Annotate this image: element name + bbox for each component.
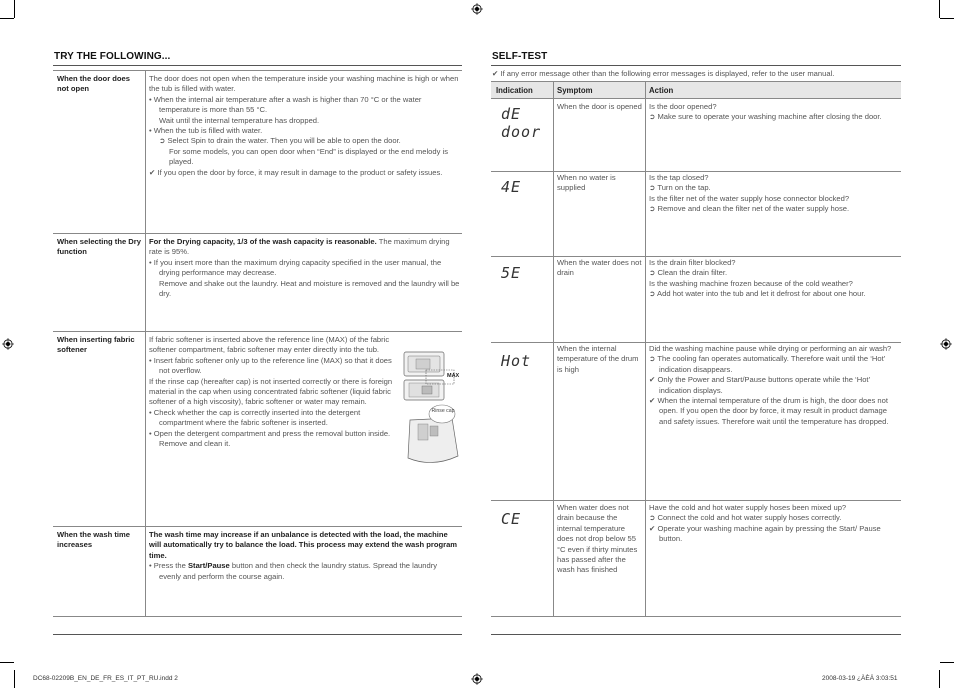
action-no-water [649, 173, 899, 215]
display-code: door [501, 123, 542, 141]
display-code: Hot [501, 352, 532, 370]
header-symptom: Symptom [557, 86, 593, 95]
row-heading-dry: When selecting the Dry function [57, 237, 141, 257]
row-content-softener [149, 335, 393, 449]
text-line: • When the tub is filled with water. [149, 126, 263, 136]
row-divider [491, 256, 901, 257]
registration-mark-icon [471, 673, 483, 685]
text-line: • If you insert more than the maximum drying capacity specified in the user manual, the drying performance may decrease. [149, 257, 442, 278]
text-line: Is the washing machine frozen because of the cold weather? [649, 278, 853, 288]
row-content-wash-time [149, 530, 459, 582]
row-heading-softener: When inserting fabric softener [57, 335, 135, 355]
text-line: Wait until the internal temperature has dropped. [159, 115, 320, 125]
action-ce [649, 503, 899, 545]
crop-mark [939, 0, 940, 18]
text-line: ✔ If you open the door by force, it may result in damage to the product or safety issues. [149, 167, 443, 177]
header-action: Action [649, 86, 674, 95]
row-divider [53, 233, 462, 234]
wash-time-bullet-post: button and then check the laundry status. Spread the laundry evenly and perform the course again. [159, 561, 438, 581]
indication-hot [491, 352, 553, 374]
rinse-cap-label: Rinse cap [431, 408, 455, 414]
max-label: MAX [447, 373, 460, 379]
text-line: • Insert fabric softener only up to the reference line (MAX) so that it does not overflow. [149, 355, 392, 376]
crop-mark [14, 0, 15, 18]
symptom-door: When the door is opened [557, 102, 642, 111]
text-line: The door does not open when the temperature inside your washing machine is high or when the tub is filled with water. [149, 74, 459, 94]
table-top-rule [53, 70, 462, 71]
text-line: ➲ Clean the drain filter. [649, 268, 728, 278]
page-bottom-rule [491, 634, 901, 635]
text-line: ✔ Only the Power and Start/Pause buttons operate while the ‘Hot’ indication displays. [649, 375, 870, 395]
selftest-title: SELF-TEST [492, 51, 548, 62]
text-line: ➲ The cooling fan operates automatically. Therefore wait until the ‘Hot’ indication disappears. [649, 354, 886, 374]
crop-mark [14, 670, 15, 688]
header-indication: Indication [496, 86, 533, 95]
crop-mark [940, 18, 954, 19]
symptom-no-water: When no water is supplied [557, 173, 616, 193]
footer-date: 2008-03-19 ¿ÀÈÄ 3:03:51 [822, 675, 898, 682]
dry-lead-rest: The maximum drying rate is 95%. [149, 237, 450, 257]
page-bottom-rule [53, 634, 462, 635]
table-bottom-rule [491, 616, 901, 617]
crop-mark [0, 662, 14, 663]
row-divider [53, 331, 462, 332]
wash-time-bold: The wash time may increase if an unbalance is detected with the load, the machine will automatically try to balance the load. This process may extend the wash program time. [149, 530, 458, 560]
symptom-hot: When the internal temperature of the drum is high [557, 344, 639, 374]
registration-mark-icon [2, 338, 14, 350]
text-line: If fabric softener is inserted above the reference line (MAX) of the fabric softener compartment, fabric softener may enter directly into the tub. [149, 335, 390, 355]
text-line: If the rinse cap (hereafter cap) is not inserted correctly or there is foreign material in the cap when using concentrated fabric softener (liquid fabric softener of a high viscosity), fabric softener or water may remain. [149, 376, 393, 407]
text-line: Is the filter net of the water supply hose connector blocked? [649, 193, 850, 203]
display-code: dE [501, 105, 522, 123]
text-line: ➲ Add hot water into the tub and let it defrost for about one hour. [649, 289, 866, 299]
column-divider [645, 81, 646, 616]
registration-mark-icon [471, 3, 483, 15]
row-heading-wash-time: When the wash time increases [57, 530, 130, 550]
row-divider [491, 171, 901, 172]
text-line: ➲ Select Spin to drain the water. Then you will be able to open the door. [159, 136, 401, 146]
row-divider [491, 342, 901, 343]
indication-5e [491, 264, 553, 286]
action-hot [649, 344, 899, 427]
crop-mark [0, 18, 14, 19]
text-line: Did the washing machine pause while drying or performing an air wash? [649, 344, 892, 353]
text-line: Have the cold and hot water supply hoses been mixed up? [649, 503, 847, 512]
selftest-note: ✔ If any error message other than the following error messages is displayed, refer to the user manual. [492, 69, 835, 78]
column-divider [145, 70, 146, 616]
text-line: Is the drain filter blocked? [649, 258, 736, 267]
display-code: 4E [501, 178, 522, 196]
title-rule [53, 65, 462, 66]
text-line: ➲ Remove and clean the filter net of the water supply hose. [649, 204, 850, 214]
row-heading-door: When the door does not open [57, 74, 130, 94]
row-content-dry [149, 237, 461, 299]
text-line: • Open the detergent compartment and press the removal button inside. Remove and clean it. [149, 428, 391, 449]
text-line: Is the tap closed? [649, 173, 709, 182]
wash-time-bullet-pre: • Press the [149, 561, 188, 571]
table-bottom-rule [53, 616, 462, 617]
row-divider [53, 526, 462, 527]
indication-de-door [491, 105, 553, 145]
text-line: For some models, you can open door when “End” is displayed or the end melody is played. [169, 146, 449, 167]
footer-file: DC68-02209B_EN_DE_FR_ES_IT_PT_RU.indd 2 [33, 675, 178, 682]
action-no-drain [649, 258, 899, 300]
text-line: Is the door opened? [649, 102, 717, 111]
crop-mark [939, 670, 940, 688]
page-title: TRY THE FOLLOWING... [54, 51, 171, 62]
title-rule [491, 65, 901, 66]
text-line: ➲ Connect the cold and hot water supply hoses correctly. [649, 513, 842, 523]
registration-mark-icon [940, 338, 952, 350]
dry-details [149, 258, 461, 300]
indication-4e [491, 178, 553, 200]
text-line: Remove and shake out the laundry. Heat and moisture is removed and the laundry will be dry. [159, 278, 460, 299]
column-divider [553, 81, 554, 616]
crop-mark [940, 662, 954, 663]
row-divider [491, 500, 901, 501]
symptom-ce: When water does not drain because the internal temperature does not drop below 55 °C even if thirty minutes has passed after the wash has finished [557, 503, 638, 575]
text-line: • When the internal air temperature after a wash is higher than 70 °C or the water temperature is more than 55 °C. [149, 94, 422, 115]
text-line: ✔ Operate your washing machine again by pressing the Start/ Pause button. [649, 523, 881, 544]
wash-time-bullet-bold: Start/Pause [187, 561, 230, 571]
display-code: CE [501, 510, 522, 528]
text-line: ➲ Turn on the tap. [649, 183, 711, 193]
dry-lead-bold: For the Drying capacity, 1/3 of the wash capacity is reasonable. [149, 237, 377, 246]
action-door [649, 102, 899, 123]
symptom-no-drain: When the water does not drain [557, 258, 642, 278]
text-line: ✔ When the internal temperature of the drum is high, the door does not open. If you open the door by force, it may result in product damage and safety issues. Therefore wait until the temperature has dropped. [649, 396, 889, 426]
indication-ce [491, 510, 553, 532]
row-content-door [149, 74, 459, 178]
display-code: 5E [501, 264, 522, 282]
text-line: • Check whether the cap is correctly inserted into the detergent compartment where the fabric softener is inserted. [149, 407, 361, 428]
text-line: ➲ Make sure to operate your washing machine after closing the door. [649, 112, 882, 122]
